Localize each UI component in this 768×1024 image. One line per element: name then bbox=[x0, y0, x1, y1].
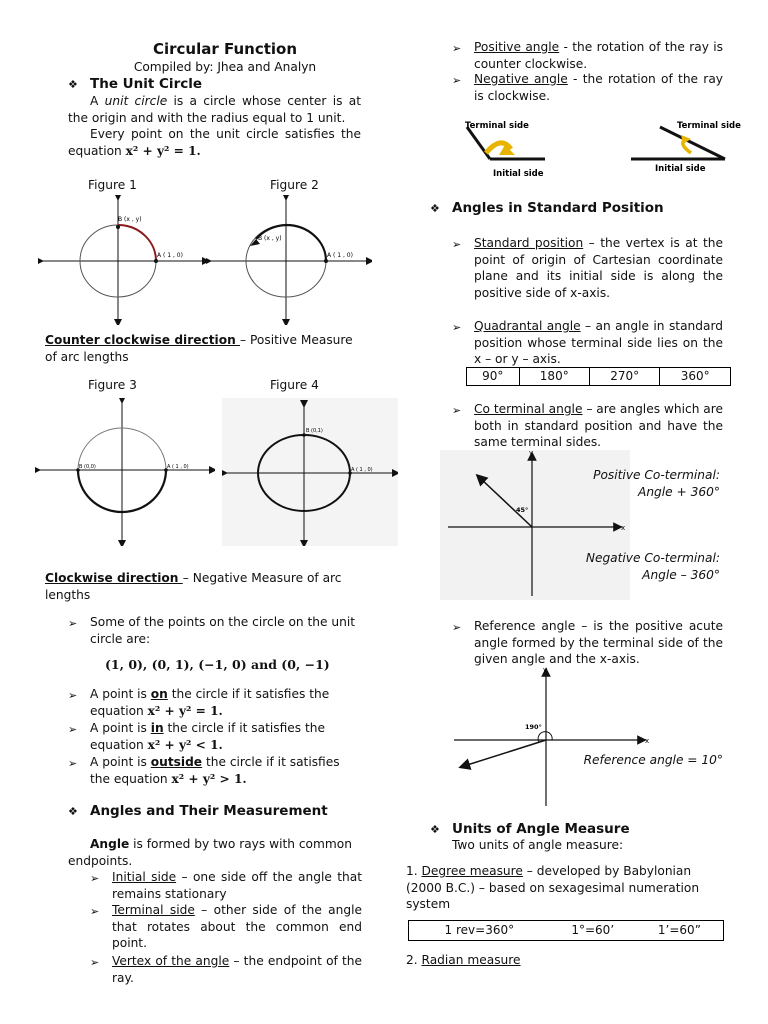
arrow-bullet-icon: ➢ bbox=[90, 872, 100, 885]
angle-45-label: 45° bbox=[516, 506, 529, 514]
point-b-label: B (0,1) bbox=[306, 428, 323, 434]
point-a-label: A ( 1 , 0) bbox=[167, 464, 189, 470]
arrow-bullet-icon: ➢ bbox=[452, 321, 462, 334]
terminal-side-label: Terminal side bbox=[677, 121, 741, 131]
positive-coterminal-line1: Positive Co-terminal: bbox=[593, 468, 720, 482]
radian-measure-item: 2. Radian measure bbox=[406, 953, 521, 967]
figure-4-diagram bbox=[222, 398, 398, 546]
compiled-by: Compiled by: Jhea and Analyn bbox=[133, 60, 317, 74]
initial-side-label: Initial side bbox=[493, 169, 544, 179]
y-axis-label: y bbox=[543, 666, 548, 674]
negative-coterminal-line1: Negative Co-terminal: bbox=[585, 551, 720, 565]
ccw-definition: Counter clockwise direction – Positive Measure of arc lengths bbox=[45, 333, 353, 364]
quadrantal-angle-definition: Quadrantal angle – an angle in standard position whose terminal side lies on the x – or y – axis. bbox=[474, 319, 724, 366]
terminal-side-definition: Terminal side – other side of the angle that rotates about the common end point. bbox=[112, 903, 362, 950]
point-on-rule: A point is on the circle if it satisfies the equation x² + y² = 1. bbox=[90, 687, 330, 718]
angle-190-label: 190° bbox=[525, 723, 542, 731]
figure-3-label: Figure 3 bbox=[88, 378, 137, 392]
point-b-label: B (x , y) bbox=[118, 216, 142, 223]
cw-definition: Clockwise direction – Negative Measure of arc lengths bbox=[45, 571, 342, 602]
angle-definition: Angle is formed by two rays with common endpoints. bbox=[68, 837, 352, 868]
arrow-bullet-icon: ➢ bbox=[452, 621, 462, 634]
diamond-bullet-icon: ❖ bbox=[68, 78, 78, 91]
figure-2-diagram bbox=[206, 195, 372, 325]
unit-circle-paragraph-2: Every point on the unit circle satisfies the equation x² + y² = 1. bbox=[68, 127, 361, 158]
degree-measure-definition: 1. Degree measure – developed by Babylonian (2000 B.C.) – based on sexagesimal numeration system bbox=[406, 864, 700, 911]
y-axis-label: y bbox=[529, 450, 534, 457]
quadrantal-cell: 360° bbox=[660, 368, 731, 386]
standard-position-heading: Angles in Standard Position bbox=[452, 200, 664, 216]
terminal-ray bbox=[464, 740, 546, 766]
negative-angle-definition: Negative angle - the rotation of the ray is clockwise. bbox=[474, 72, 723, 103]
arrow-bullet-icon: ➢ bbox=[90, 905, 100, 918]
quadrantal-angles-table bbox=[466, 367, 731, 386]
figure-1-diagram bbox=[38, 195, 208, 325]
arc-ccw-red bbox=[118, 225, 156, 261]
terminal-ray bbox=[660, 127, 725, 159]
figure-2-label: Figure 2 bbox=[270, 178, 319, 192]
arrow-bullet-icon: ➢ bbox=[90, 956, 100, 969]
initial-side-label: Initial side bbox=[655, 164, 706, 174]
quadrantal-cell: 270° bbox=[590, 368, 660, 386]
point-a-label: A ( 1 , 0) bbox=[351, 467, 373, 473]
positive-coterminal-line2: Angle + 360° bbox=[638, 485, 720, 499]
rotation-diagrams bbox=[455, 113, 745, 181]
arrow-bullet-icon: ➢ bbox=[452, 238, 462, 251]
x-axis-label: x bbox=[645, 737, 650, 745]
arrow-bullet-icon: ➢ bbox=[452, 74, 462, 87]
quadrantal-cell: 90° bbox=[467, 368, 520, 386]
arrow-bullet-icon: ➢ bbox=[68, 723, 78, 736]
units-intro: Two units of angle measure: bbox=[452, 838, 624, 852]
points-intro: Some of the points on the circle on the unit circle are: bbox=[90, 615, 356, 646]
point-b-label: B (x , y) bbox=[258, 235, 282, 242]
point-a-label: A ( 1 , 0) bbox=[327, 252, 353, 259]
diamond-bullet-icon: ❖ bbox=[430, 202, 440, 215]
initial-side-definition: Initial side – one side off the angle that remains stationary bbox=[112, 870, 362, 901]
units-heading: Units of Angle Measure bbox=[452, 821, 630, 837]
terminal-ray bbox=[467, 127, 490, 159]
arrow-bullet-icon: ➢ bbox=[68, 689, 78, 702]
vertex-definition: Vertex of the angle – the endpoint of the ray. bbox=[112, 954, 362, 985]
diamond-bullet-icon: ❖ bbox=[68, 805, 78, 818]
arrow-bullet-icon: ➢ bbox=[68, 757, 78, 770]
degree-conversion-cell: 1°=60’ bbox=[550, 921, 636, 941]
arrow-bullet-icon: ➢ bbox=[452, 42, 462, 55]
page-title: Circular Function bbox=[152, 40, 298, 58]
degree-conversion-cell: 1 rev=360° bbox=[409, 921, 550, 941]
angles-heading: Angles and Their Measurement bbox=[90, 803, 328, 819]
point-in-rule: A point is in the circle if it satisfies the equation x² + y² < 1. bbox=[90, 721, 325, 752]
point-b-label: B (0,0) bbox=[79, 464, 96, 470]
negative-coterminal-line2: Angle – 360° bbox=[642, 568, 720, 582]
figure-4-label: Figure 4 bbox=[270, 378, 319, 392]
degree-conversion-cell: 1’=60” bbox=[636, 921, 724, 941]
quadrantal-cell: 180° bbox=[519, 368, 589, 386]
diamond-bullet-icon: ❖ bbox=[430, 823, 440, 836]
standard-position-definition: Standard position – the vertex is at the point of origin of Cartesian coordinate plane and its initial side is along the positive side of x-axis. bbox=[474, 236, 724, 300]
arrow-bullet-icon: ➢ bbox=[68, 617, 78, 630]
arrow-bullet-icon: ➢ bbox=[452, 404, 462, 417]
degree-conversion-table bbox=[408, 920, 724, 941]
x-axis-label: x bbox=[621, 524, 626, 532]
positive-angle-definition: Positive angle - the rotation of the ray is counter clockwise. bbox=[474, 40, 724, 71]
figure-1-label: Figure 1 bbox=[88, 178, 137, 192]
reference-angle-value: Reference angle = 10° bbox=[583, 753, 723, 767]
points-list: (1, 0), (0, 1), (−1, 0) and (0, −1) bbox=[105, 657, 330, 672]
arc-ccw-black bbox=[256, 225, 326, 261]
terminal-side-label: Terminal side bbox=[465, 121, 529, 131]
reference-angle-graph bbox=[452, 666, 652, 811]
reference-angle-definition: Reference angle – is the positive acute angle formed by the terminal side of the given angle and the x-axis. bbox=[474, 619, 723, 666]
unit-circle-heading: The Unit Circle bbox=[90, 76, 203, 92]
figure-3-diagram bbox=[35, 398, 215, 546]
point-a-label: A ( 1 , 0) bbox=[157, 252, 183, 259]
point-outside-rule: A point is outside the circle if it satisfies the equation x² + y² > 1. bbox=[90, 755, 340, 786]
unit-circle-paragraph-1: A unit circle is a circle whose center is at the origin and with the radius equal to 1 unit. bbox=[68, 94, 361, 125]
coterminal-definition: Co terminal angle – are angles which are both in standard position and have the same terminal sides. bbox=[474, 402, 724, 449]
